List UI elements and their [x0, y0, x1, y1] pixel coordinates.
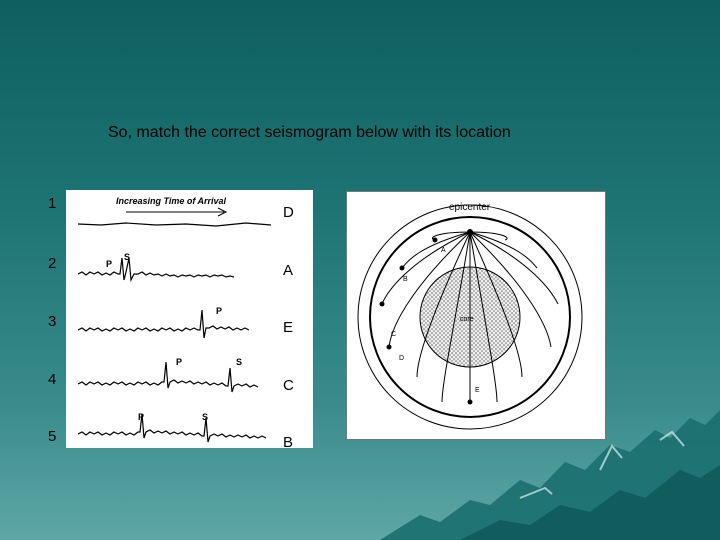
station-marker: [400, 266, 405, 271]
station-marker: [433, 238, 438, 243]
seismogram-trace-1: [78, 223, 271, 226]
p-wave-label: P: [138, 412, 145, 422]
station-marker: [380, 302, 385, 307]
seismogram-trace-3: [78, 310, 249, 338]
s-wave-label: S: [236, 357, 243, 367]
time-header: Increasing Time of Arrival: [116, 196, 227, 206]
station-label: C: [391, 331, 397, 338]
answer-letter: A: [283, 262, 294, 279]
row-number: 3: [48, 313, 57, 330]
answer-letter: D: [283, 204, 294, 221]
station-label: B: [403, 276, 408, 283]
s-wave-label: S: [124, 252, 131, 262]
p-wave-label: P: [176, 357, 183, 367]
seismogram-trace-5: [78, 414, 266, 442]
station-label: E: [475, 387, 480, 394]
earth-cross-section-diagram: [347, 192, 605, 439]
row-number: 1: [48, 195, 57, 212]
answer-letter: E: [283, 319, 294, 336]
seismogram-panel: [66, 190, 313, 448]
answer-letter: B: [283, 434, 294, 451]
row-number: 2: [48, 255, 57, 272]
s-wave-label: S: [202, 412, 209, 422]
seismogram-trace-2: [78, 258, 234, 280]
epicenter-marker: [467, 229, 473, 235]
epicenter-label: epicenter: [449, 202, 491, 213]
row-number: 4: [48, 371, 57, 388]
station-marker: [387, 345, 392, 350]
station-label: D: [399, 355, 405, 362]
slide-title: So, match the correct seismogram below with its location: [108, 124, 511, 141]
p-wave-label: P: [106, 259, 113, 269]
core-label: core: [460, 316, 474, 323]
row-number: 5: [48, 428, 57, 445]
answer-letter: C: [283, 377, 294, 394]
station-marker: [468, 400, 473, 405]
station-label: A: [441, 247, 446, 254]
seismogram-trace-4: [78, 362, 258, 392]
p-wave-label: P: [216, 306, 223, 316]
